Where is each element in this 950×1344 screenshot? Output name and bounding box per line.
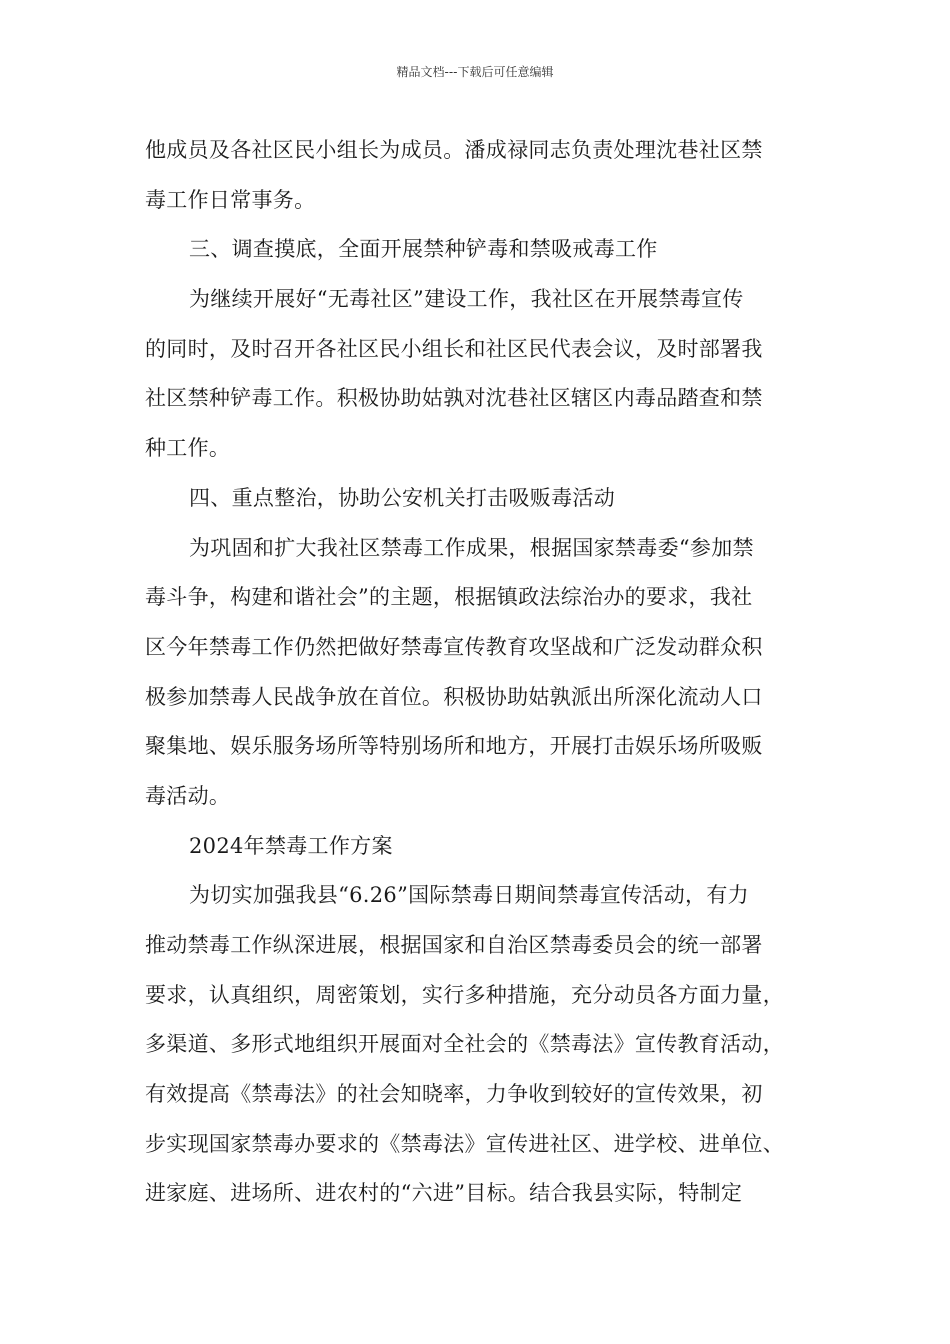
text-line: 有效提高《禁毒法》的社会知晓率，力争收到较好的宣传效果，初	[145, 1082, 763, 1107]
text-line: 推动禁毒工作纵深进展，根据国家和自治区禁毒委员会的统一部署	[145, 933, 763, 957]
text-line: 要求，认真组织，周密策划，实行多种措施，充分动员各方面力量，	[145, 982, 784, 1007]
text-line: 为继续开展好“无毒社区”建设工作，我社区在开展禁毒宣传	[189, 287, 744, 312]
text-line: 毒斗争，构建和谐社会”的主题，根据镇政法综治办的要求，我社	[145, 585, 753, 610]
document-subtitle: 2024年禁毒工作方案	[189, 833, 393, 858]
text-line: 社区禁种铲毒工作。积极协助姑孰对沈巷社区辖区内毒品踏查和禁	[145, 386, 763, 411]
text-line: 多渠道、多形式地组织开展面对全社会的《禁毒法》宣传教育活动，	[145, 1032, 784, 1057]
text-line: 步实现国家禁毒办要求的《禁毒法》宣传进社区、进学校、进单位、	[145, 1131, 784, 1156]
text-line: 毒工作日常事务。	[145, 187, 316, 212]
text-line: 种工作。	[145, 436, 231, 461]
text-line: 为巩固和扩大我社区禁毒工作成果，根据国家禁毒委“参加禁	[189, 535, 754, 560]
text-line: 毒活动。	[145, 783, 231, 808]
text-line: 聚集地、娱乐服务场所等特别场所和地方，开展打击娱乐场所吸贩	[145, 734, 763, 759]
text-line: 为切实加强我县“6.26”国际禁毒日期间禁毒宣传活动，有力	[189, 883, 749, 908]
text-line: 进家庭、进场所、进农村的“六进”目标。结合我县实际，特制定	[145, 1181, 743, 1206]
text-line: 他成员及各社区民小组长为成员。潘成禄同志负责处理沈巷社区禁	[145, 138, 763, 162]
page-header: 精品文档---下载后可任意编辑	[396, 65, 554, 79]
text-line: 区今年禁毒工作仍然把做好禁毒宣传教育攻坚战和广泛发动群众积	[145, 634, 763, 659]
text-line: 极参加禁毒人民战争放在首位。积极协助姑孰派出所深化流动人口	[145, 684, 763, 709]
section-heading-3: 三、调查摸底，全面开展禁种铲毒和禁吸戒毒工作	[189, 237, 658, 262]
section-heading-4: 四、重点整治，协助公安机关打击吸贩毒活动	[189, 485, 615, 510]
document-body	[145, 126, 805, 1219]
text-line: 的同时，及时召开各社区民小组长和社区民代表会议，及时部署我	[145, 336, 763, 361]
